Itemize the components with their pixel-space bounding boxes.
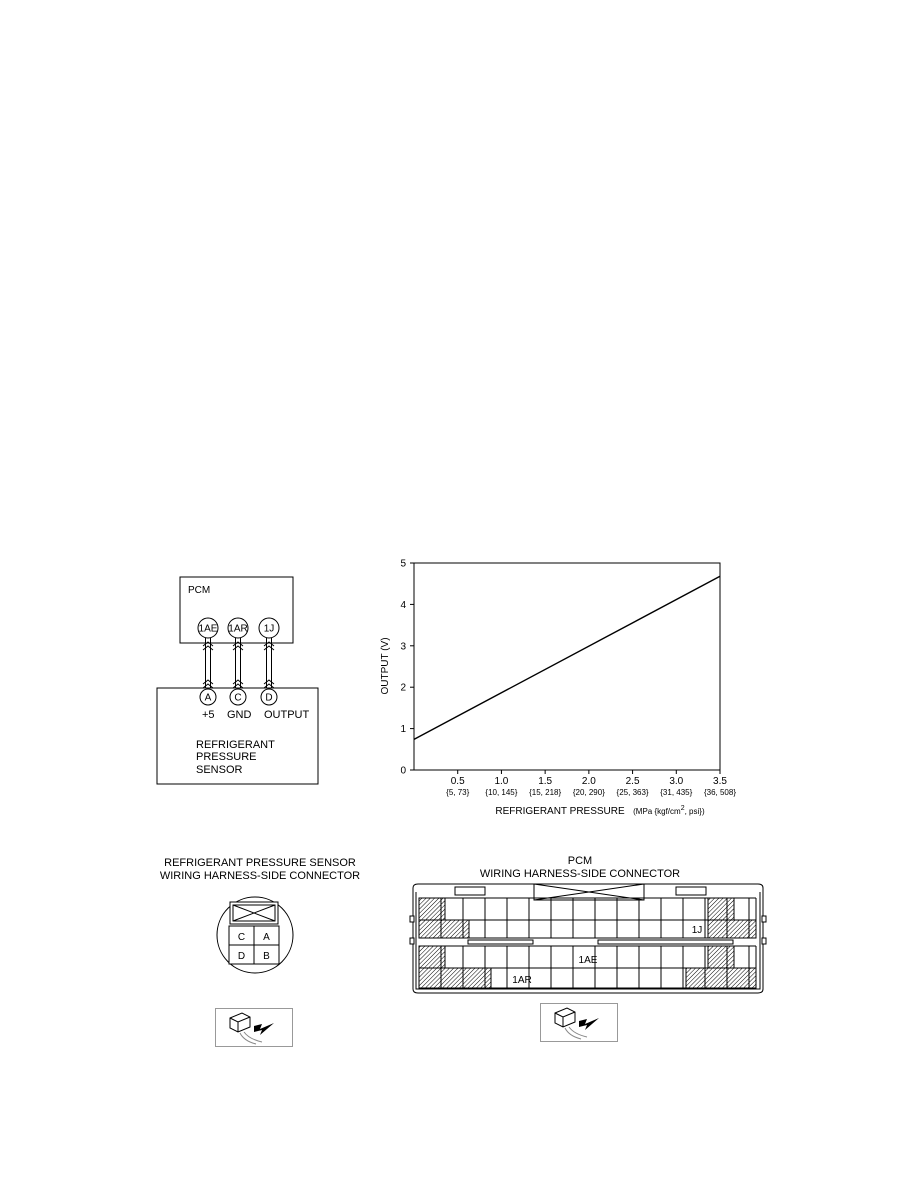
x-tick-sublabel: {10, 145} [485,788,518,797]
sensor-title-line: SENSOR [196,764,243,776]
pcm-connector-title [430,855,730,881]
connector-view-arrow-icon [540,1003,618,1042]
sensor-title-line: PRESSURE [196,751,257,763]
x-axis-unit: , psi}) [684,807,705,816]
x-tick-label: 1.5 [538,776,553,787]
chart-y-axis-label: OUTPUT (V) [380,637,391,695]
y-tick-label: 3 [400,641,406,653]
sensor-pin-label: D [237,951,246,962]
output-voltage-chart [370,550,750,820]
y-tick-label: 1 [400,724,406,736]
pcm-terminal-label: 1J [263,623,275,635]
pin-label-plus5: +5 [202,709,215,721]
x-tick-label: 3.0 [669,776,684,787]
pcm-pin-label-1ae: 1AE [578,955,598,966]
x-tick-sublabel: {36, 508} [703,788,737,797]
title-line: PCM [567,855,593,867]
pin-label-output: OUTPUT [264,709,310,721]
series-line [414,576,720,739]
sensor-pin-label: C [237,932,246,943]
sensor-connector-face [210,890,300,980]
chart-axes [414,563,720,770]
pcm-label: PCM [188,585,211,596]
sensor-pin-label: B [263,951,270,962]
x-tick-sublabel: {31, 435} [660,788,693,797]
x-tick-sublabel: {5, 73} [446,788,470,797]
sensor-terminal-label: C [234,692,242,704]
x-tick-sublabel: {25, 363} [616,788,649,797]
y-tick-label: 2 [400,682,406,694]
chart-series [414,576,720,739]
sensor-terminal-label: A [204,692,212,704]
x-tick-label: 2.5 [625,776,640,787]
pcm-pin-label-1j: 1J [691,925,703,936]
title-line: WIRING HARNESS-SIDE CONNECTOR [159,870,361,882]
y-tick-label: 5 [400,558,406,570]
pcm-connector-face [408,882,768,997]
pcm-terminal-label: 1AR [228,623,248,635]
x-tick-sublabel: {15, 218} [529,788,562,797]
y-tick-label: 4 [400,599,406,611]
chart-x-axis-label [495,801,705,818]
wiring-diagram [150,570,330,790]
sensor-terminal-label: D [265,692,273,704]
x-tick-label: 1.0 [494,776,509,787]
x-tick-label: 3.5 [713,776,727,787]
title-line: REFRIGERANT PRESSURE SENSOR [164,857,356,869]
plot-frame [414,563,720,770]
x-axis-unit-superscript: 2 [680,805,685,812]
x-tick-label: 0.5 [450,776,465,787]
sensor-connector-title [150,857,370,883]
pcm-pin-label-1ar: 1AR [512,975,532,986]
sensor-title-line: REFRIGERANT [196,739,275,751]
x-axis-title: REFRIGERANT PRESSURE [495,806,625,817]
wires [203,638,274,688]
x-tick-label: 2.0 [581,776,596,787]
pin-label-gnd: GND [227,709,252,721]
connector-view-arrow-icon [215,1008,293,1047]
y-tick-label: 0 [400,765,406,777]
pcm-terminal-label: 1AE [198,623,218,635]
title-line: WIRING HARNESS-SIDE CONNECTOR [479,868,681,880]
sensor-pin-label: A [263,932,270,943]
x-axis-unit: (MPa {kgf/cm [633,807,681,816]
x-tick-sublabel: {20, 290} [572,788,605,797]
